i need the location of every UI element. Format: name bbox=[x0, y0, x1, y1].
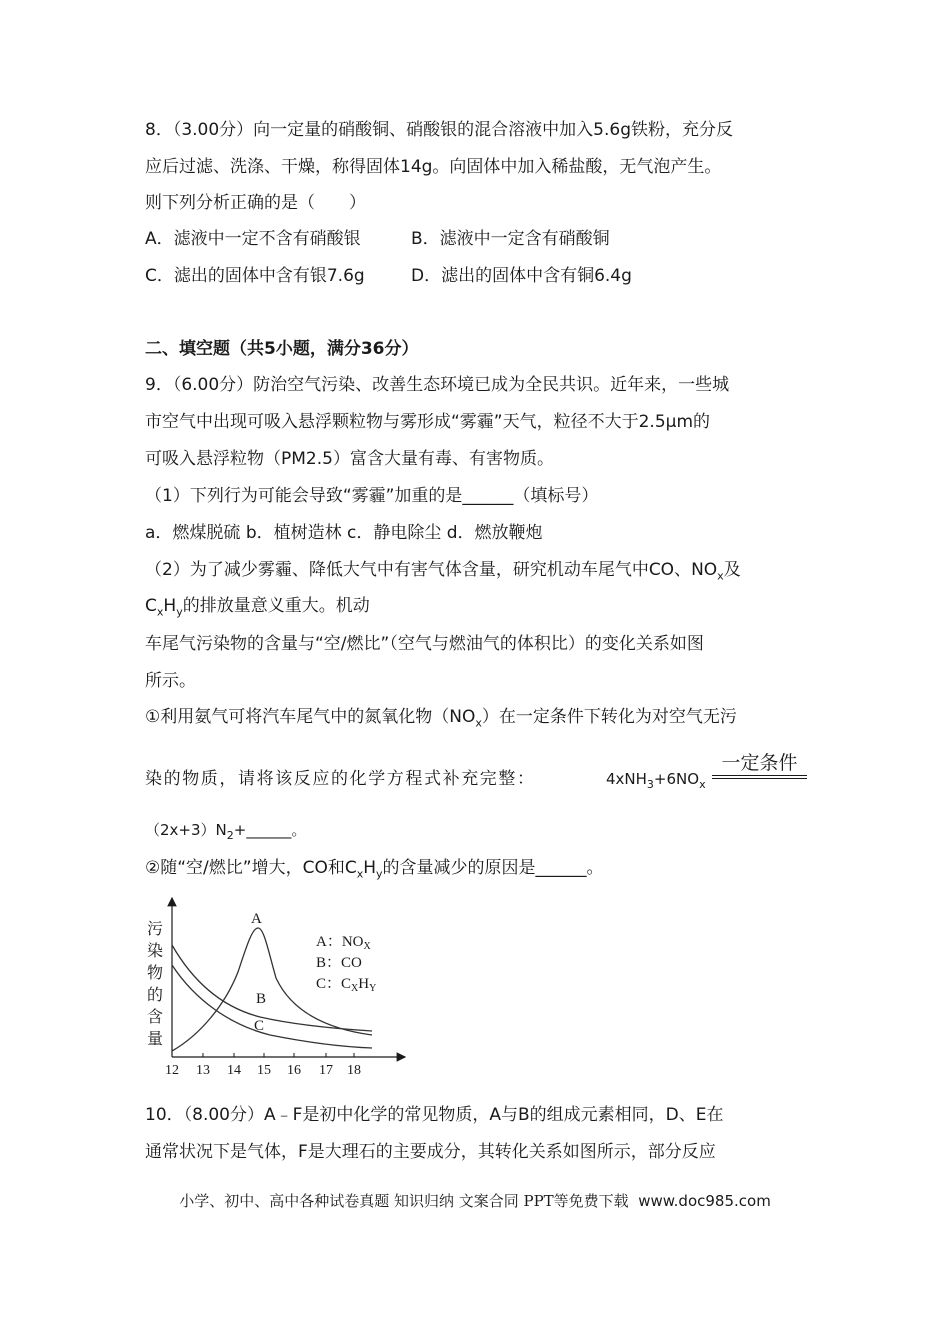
reaction-condition bbox=[712, 752, 807, 779]
q10-line-1: 10．（8.00分）A﹣F是初中化学的常见物质，A与B的组成元素相同，D、E在 bbox=[145, 1105, 724, 1125]
q8-line-1: 8．（3.00分）向一定量的硝酸铜、硝酸银的混合溶液中加入5.6g铁粉，充分反 bbox=[145, 120, 733, 140]
series-label-a: A bbox=[251, 911, 262, 927]
x-tick-label: 13 bbox=[196, 1063, 210, 1078]
q9-part-2-line-1: （2）为了减少雾霾、降低大气中有害气体含量，研究机动车尾气中CO、$NO_x$及 bbox=[145, 560, 741, 583]
footer-site: www.doc985.com bbox=[638, 1192, 771, 1210]
q9-part-2-line-4: 所示。 bbox=[145, 671, 196, 691]
q8-line-2: 应后过滤、洗涤、干燥，称得固体14g。向固体中加入稀盐酸，无气泡产生。 bbox=[145, 157, 722, 177]
q9-sub-1-line-2: 染的物质，请将该反应的化学方程式补充完整： bbox=[145, 769, 536, 789]
reaction-equation: $4xNH_3+6NO_x$ bbox=[606, 770, 706, 791]
q9-line-3: 可吸入悬浮粒物（PM2.5）富含大量有毒、有害物质。 bbox=[145, 449, 554, 469]
legend-nox: A：$NO_X$ bbox=[316, 934, 371, 952]
condition-label: 一定条件 bbox=[721, 752, 798, 774]
series-label-b: B bbox=[256, 991, 267, 1007]
q10-line-2: 通常状况下是气体，F是大理石的主要成分，其转化关系如图所示，部分反应 bbox=[145, 1142, 716, 1162]
q9-sub-2: ②随“空/燃比”增大，CO和$C_xH_y$的含量减少的原因是______。 bbox=[145, 858, 604, 881]
y-axis-label-char: 染 bbox=[146, 943, 164, 960]
y-axis-label-char: 的 bbox=[146, 987, 164, 1004]
y-axis-label-char: 含 bbox=[146, 1009, 164, 1026]
footer-text: 小学、初中、高中各种试卷真题 知识归纳 文案合同 PPT等免费下载 bbox=[179, 1192, 629, 1210]
q8-option-b: B．滤液中一定含有硝酸铜 bbox=[411, 229, 610, 249]
y-axis-label-char: 量 bbox=[146, 1031, 164, 1048]
legend-cxhy: C：$C_XH_Y$ bbox=[316, 976, 377, 994]
y-axis-label bbox=[147, 920, 163, 1048]
q9-part-1: （1）下列行为可能会导致“雾霾”加重的是______（填标号） bbox=[145, 486, 599, 506]
x-tick-label: 17 bbox=[319, 1063, 333, 1078]
q9-line-1: 9．（6.00分）防治空气污染、改善生态环境已成为全民共识。近年来，一些城 bbox=[145, 375, 730, 395]
series-label-c: C bbox=[254, 1018, 265, 1034]
q8-option-d: D．滤出的固体中含有铜6.4g bbox=[411, 266, 632, 286]
x-tick-label: 15 bbox=[257, 1063, 271, 1078]
q9-sub-1-line-1: ①利用氨气可将汽车尾气中的氮氧化物$(NO_x)$在一定条件下转化为对空气无污 bbox=[145, 707, 737, 730]
q8-option-a: A．滤液中一定不含有硝酸银 bbox=[145, 229, 361, 249]
section-heading: 二、填空题（共5小题，满分36分） bbox=[145, 339, 419, 359]
equals-sign bbox=[712, 775, 807, 779]
x-tick-label: 12 bbox=[165, 1063, 179, 1078]
y-axis-label-char: 物 bbox=[146, 965, 164, 982]
q9-sub-1-line-3: $(2x+3)N_2+\_\_\_\_\_\_$。 bbox=[145, 821, 307, 842]
q8-option-c: C．滤出的固体中含有银7.6g bbox=[145, 266, 365, 286]
q8-line-3: 则下列分析正确的是（ ） bbox=[145, 193, 366, 213]
legend-co: B：CO bbox=[316, 955, 362, 971]
q9-line-2: 市空气中出现可吸入悬浮颗粒物与雾形成“雾霾”天气，粒径不大于2.5μm的 bbox=[145, 412, 711, 432]
q9-part-2-line-2: $C_xH_y$的排放量意义重大。机动 bbox=[145, 596, 370, 619]
y-axis-label-char: 污 bbox=[146, 921, 164, 938]
q9-part-2-line-3: 车尾气污染物的含量与“空/燃比”（空气与燃油气的体积比）的变化关系如图 bbox=[145, 634, 704, 654]
x-tick-label: 16 bbox=[287, 1063, 301, 1078]
x-tick-label: 18 bbox=[347, 1063, 361, 1078]
q9-part-1-options: a．燃煤脱硫 b．植树造林 c．静电除尘 d．燃放鞭炮 bbox=[145, 523, 543, 543]
page-footer bbox=[0, 1190, 950, 1211]
x-tick-label: 14 bbox=[227, 1063, 241, 1078]
pollutant-chart bbox=[140, 890, 420, 1085]
